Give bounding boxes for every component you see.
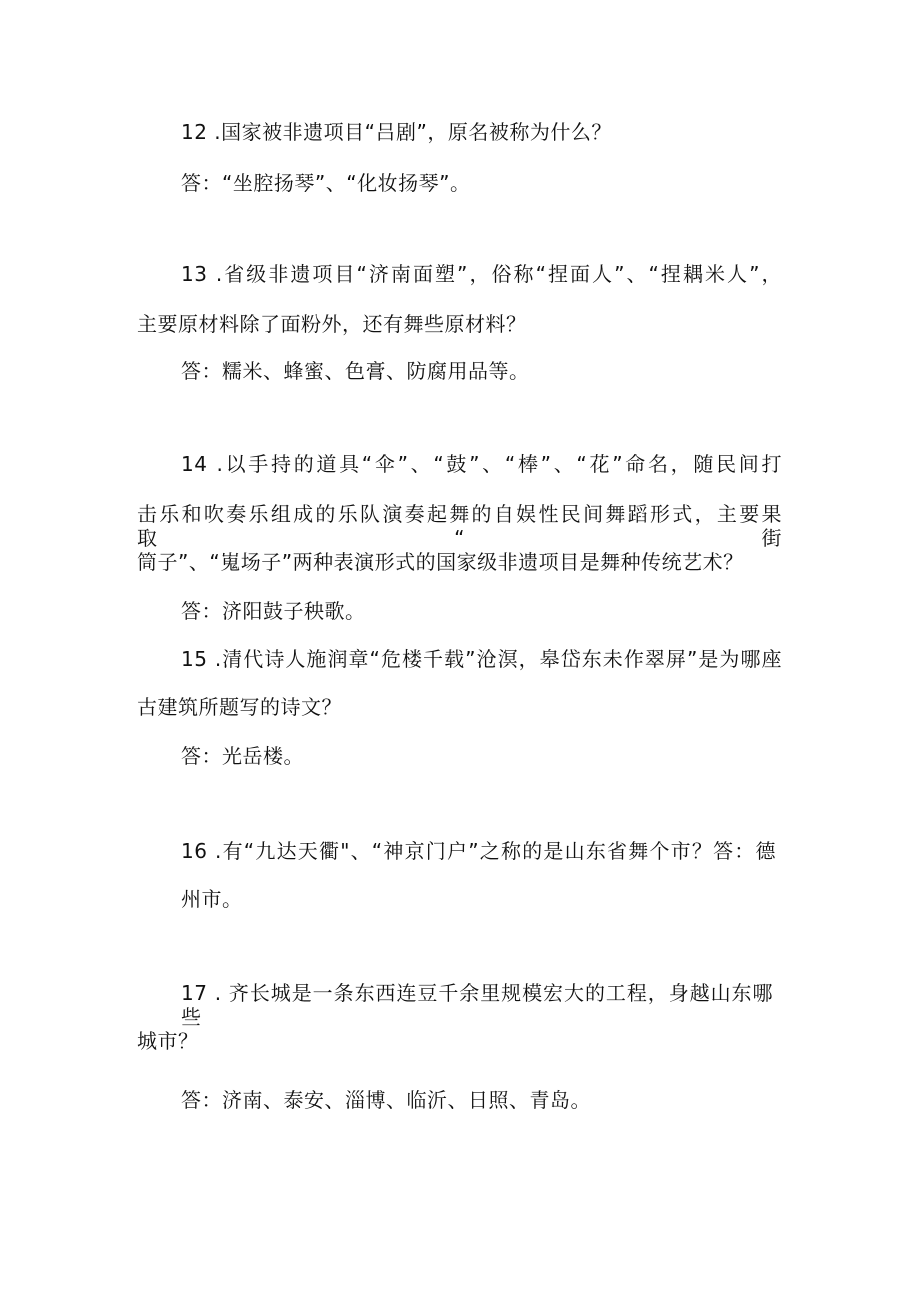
question-14-line-1: 14 .以手持的道具“伞”、“鼓”、“棒”、“花”命名，随民间打 — [181, 452, 782, 476]
question-16-line-1: 16 .有“九达天衢"、“神京门户”之称的是山东省舞个市？答：德 — [181, 839, 776, 863]
question-12-line-1: 12 .国家被非遗项目“吕剧”，原名被称为什么？ — [181, 120, 612, 144]
question-15-line-1: 15 .清代诗人施润章“危楼千载”沧溟，皋岱东未作翠屏”是为哪座 — [181, 647, 782, 671]
question-16-line-2: 州市。 — [181, 887, 243, 911]
answer-14: 答：济阳鼓子秧歌。 — [181, 599, 366, 623]
question-14-line-2: 击乐和吹奏乐组成的乐队演奏起舞的自娱性民间舞蹈形式，主要果取“街 — [137, 502, 782, 550]
question-17-line-1: 17 . 齐长城是一条东西连豆千余里规模宏大的工程，身越山东哪些 — [181, 981, 773, 1029]
answer-13: 答：糯米、蜂蜜、色膏、防腐用品等。 — [181, 359, 530, 383]
question-14-line-3: 筒子”、“嵬场子”两种表演形式的国家级非遗项目是舞种传统艺术？ — [137, 550, 744, 574]
question-13-line-1: 13 .省级非遗项目“济南面塑”，俗称“捏面人”、“捏耦米人”， — [181, 262, 782, 286]
question-17-line-2: 城市？ — [137, 1029, 199, 1053]
question-13-line-2: 主要原材料除了面粉外，还有舞些原材料？ — [137, 312, 527, 336]
question-15-line-2: 古建筑所题写的诗文？ — [137, 695, 342, 719]
answer-12: 答：“坐腔扬琴”、“化妆扬琴”。 — [181, 171, 471, 195]
answer-15: 答：光岳楼。 — [181, 744, 304, 768]
answer-17: 答：济南、泰安、淄博、临沂、日照、青岛。 — [181, 1088, 591, 1112]
